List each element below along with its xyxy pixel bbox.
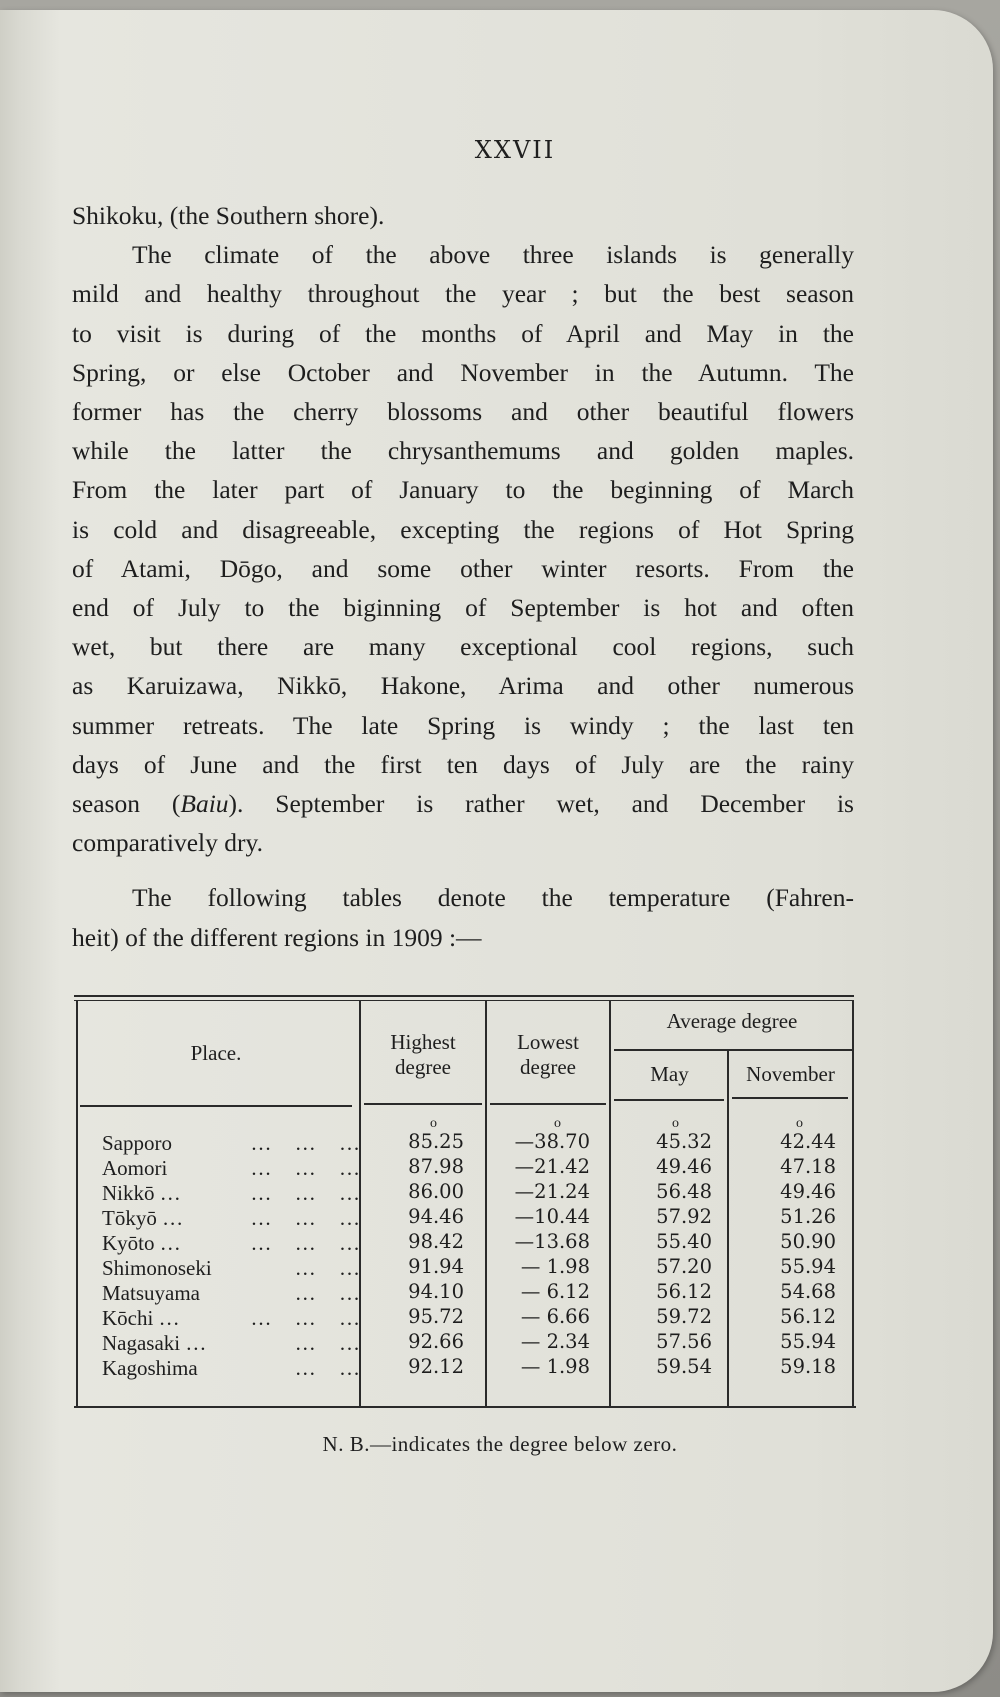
- table-row-place: [102, 1156, 360, 1181]
- column-place: [102, 1131, 360, 1381]
- cell-lowest: —10.44: [514, 1205, 590, 1228]
- text-line: to visit is during of the months of April and May in the: [72, 318, 854, 348]
- header-place: Place.: [190, 1041, 242, 1065]
- text-line: The climate of the above three islands is generally: [132, 240, 854, 270]
- leader-dots: … … …: [250, 1206, 360, 1230]
- table-row-place: [102, 1131, 360, 1156]
- text-line: is cold and disagreeable, excepting the regions of Hot Spring: [72, 514, 854, 544]
- cell-lowest: —21.42: [514, 1155, 590, 1178]
- column-lowest: [490, 1129, 590, 1379]
- table-row-place: [102, 1281, 360, 1306]
- header-rule: [80, 1105, 352, 1107]
- place-name: Shimonoseki: [102, 1256, 212, 1280]
- cell-november: 49.46: [780, 1180, 836, 1203]
- table-row-place: [102, 1181, 360, 1206]
- cell-highest: 92.12: [408, 1355, 464, 1378]
- cell-highest: 91.94: [408, 1255, 464, 1278]
- cell-lowest: — 6.12: [520, 1280, 590, 1303]
- leader-dots: … …: [294, 1331, 360, 1355]
- header-may: May: [650, 1062, 689, 1086]
- text-line: of Atami, Dōgo, and some other winter resorts. From the: [72, 553, 854, 583]
- text-fragment: ). September is rather wet, and December is: [228, 789, 854, 819]
- column-divider: [609, 1001, 611, 1406]
- text-fragment: season (: [72, 789, 181, 819]
- place-name: Kyōto …: [102, 1231, 181, 1255]
- leader-dots: … …: [294, 1256, 360, 1280]
- place-name: Kagoshima: [102, 1356, 198, 1380]
- column-november: [732, 1129, 836, 1379]
- cell-november: 55.94: [780, 1330, 836, 1353]
- cell-may: 57.20: [656, 1255, 712, 1278]
- text-line: wet, but there are many exceptional cool regions, such: [72, 632, 854, 662]
- cell-lowest: — 1.98: [520, 1255, 590, 1278]
- table-row-place: [102, 1356, 360, 1381]
- place-name: Matsuyama: [102, 1281, 200, 1305]
- text-line: while the latter the chrysanthemums and golden maples.: [72, 436, 854, 466]
- degree-mark: o: [796, 1116, 803, 1131]
- leader-dots: … … …: [250, 1131, 360, 1155]
- cell-may: 56.12: [656, 1280, 712, 1303]
- cell-highest: 85.25: [408, 1130, 464, 1153]
- place-name: Nagasaki …: [102, 1331, 207, 1355]
- body-text: [72, 196, 854, 957]
- cell-may: 55.40: [656, 1230, 712, 1253]
- table-row-place: [102, 1206, 360, 1231]
- cell-may: 49.46: [656, 1155, 712, 1178]
- place-name: Aomori: [102, 1156, 168, 1180]
- cell-lowest: —21.24: [514, 1180, 590, 1203]
- column-divider: [727, 1049, 729, 1406]
- degree-mark: o: [554, 1116, 561, 1131]
- leader-dots: … … …: [250, 1306, 360, 1330]
- table-top-rule: [74, 995, 854, 997]
- table-row-place: [102, 1256, 360, 1281]
- cell-november: 55.94: [780, 1255, 836, 1278]
- text-line: summer retreats. The late Spring is windy ; the last ten: [72, 710, 854, 740]
- cell-highest: 94.10: [408, 1280, 464, 1303]
- cell-may: 57.92: [656, 1205, 712, 1228]
- cell-november: 56.12: [780, 1305, 836, 1328]
- cell-november: 54.68: [780, 1280, 836, 1303]
- place-name: Kōchi …: [102, 1306, 180, 1330]
- cell-lowest: —38.70: [514, 1130, 590, 1153]
- table-row-place: [102, 1306, 360, 1331]
- header-rule: [614, 1049, 852, 1051]
- text-line: Shikoku, (the Southern shore).: [72, 201, 385, 230]
- header-rule: [732, 1097, 848, 1099]
- header-lowest: Lowest degree: [517, 1030, 579, 1079]
- cell-highest: 92.66: [408, 1330, 464, 1353]
- table-row-place: [102, 1331, 360, 1356]
- paragraph-table-intro: [72, 878, 854, 956]
- text-line: days of June and the first ten days of July are the rainy: [72, 749, 854, 779]
- text-line: end of July to the biginning of September is hot and often: [72, 593, 854, 623]
- cell-may: 57.56: [656, 1330, 712, 1353]
- text-line: as Karuizawa, Nikkō, Hakone, Arima and other numerous: [72, 671, 854, 701]
- text-line: former has the cherry blossoms and other beautiful flowers: [72, 397, 854, 427]
- text-line: comparatively dry.: [72, 828, 263, 858]
- cell-highest: 98.42: [408, 1230, 464, 1253]
- text-line-season: [72, 784, 854, 823]
- header-rule: [490, 1103, 606, 1105]
- cell-lowest: — 2.34: [520, 1330, 590, 1353]
- text-line: Spring, or else October and November in the Autumn. The: [72, 357, 854, 387]
- leader-dots: … … …: [250, 1181, 360, 1205]
- paragraph-climate: [72, 235, 854, 862]
- table-border-left: [76, 1001, 78, 1406]
- table-top-rule-thin: [74, 1000, 854, 1001]
- leader-dots: … …: [294, 1281, 360, 1305]
- place-name: Nikkō …: [102, 1181, 181, 1205]
- cell-november: 59.18: [780, 1355, 836, 1378]
- header-rule: [614, 1099, 724, 1101]
- degree-mark: o: [672, 1116, 679, 1131]
- column-highest: [364, 1129, 464, 1379]
- text-line: mild and healthy throughout the year ; but the best season: [72, 279, 854, 309]
- cell-november: 42.44: [780, 1130, 836, 1153]
- italic-term-baiu: Baiu: [180, 789, 229, 819]
- text-line: heit) of the different regions in 1909 :—: [72, 922, 482, 952]
- cell-highest: 95.72: [408, 1305, 464, 1328]
- place-name: Tōkyō …: [102, 1206, 184, 1230]
- cell-november: 50.90: [780, 1230, 836, 1253]
- cell-may: 56.48: [656, 1180, 712, 1203]
- cell-lowest: —13.68: [514, 1230, 590, 1253]
- cell-lowest: — 1.98: [520, 1355, 590, 1378]
- degree-mark: o: [430, 1116, 437, 1131]
- place-name: Sapporo: [102, 1131, 172, 1155]
- header-highest: Highest degree: [390, 1030, 456, 1079]
- cell-november: 51.26: [780, 1205, 836, 1228]
- cell-may: 59.72: [656, 1305, 712, 1328]
- table-border-right: [852, 1001, 854, 1406]
- cell-highest: 94.46: [408, 1205, 464, 1228]
- leader-dots: … … …: [250, 1156, 360, 1180]
- table-row-place: [102, 1231, 360, 1256]
- header-average: Average degree: [666, 1009, 798, 1033]
- cell-november: 47.18: [780, 1155, 836, 1178]
- text-line: The following tables denote the temperature (Fahren-: [132, 883, 854, 913]
- cell-lowest: — 6.66: [520, 1305, 590, 1328]
- table-bottom-rule: [74, 1406, 856, 1408]
- text-line: From the later part of January to the beginning of March: [72, 475, 854, 505]
- cell-highest: 86.00: [408, 1180, 464, 1203]
- cell-may: 59.54: [656, 1355, 712, 1378]
- header-rule: [364, 1103, 482, 1105]
- cell-highest: 87.98: [408, 1155, 464, 1178]
- header-november: November: [746, 1062, 835, 1086]
- leader-dots: … …: [294, 1356, 360, 1380]
- leader-dots: … … …: [250, 1231, 360, 1255]
- cell-may: 45.32: [656, 1130, 712, 1153]
- column-may: [614, 1129, 712, 1379]
- table-footnote: N. B.—indicates the degree below zero.: [322, 1432, 678, 1456]
- page-number: XXVII: [474, 136, 556, 164]
